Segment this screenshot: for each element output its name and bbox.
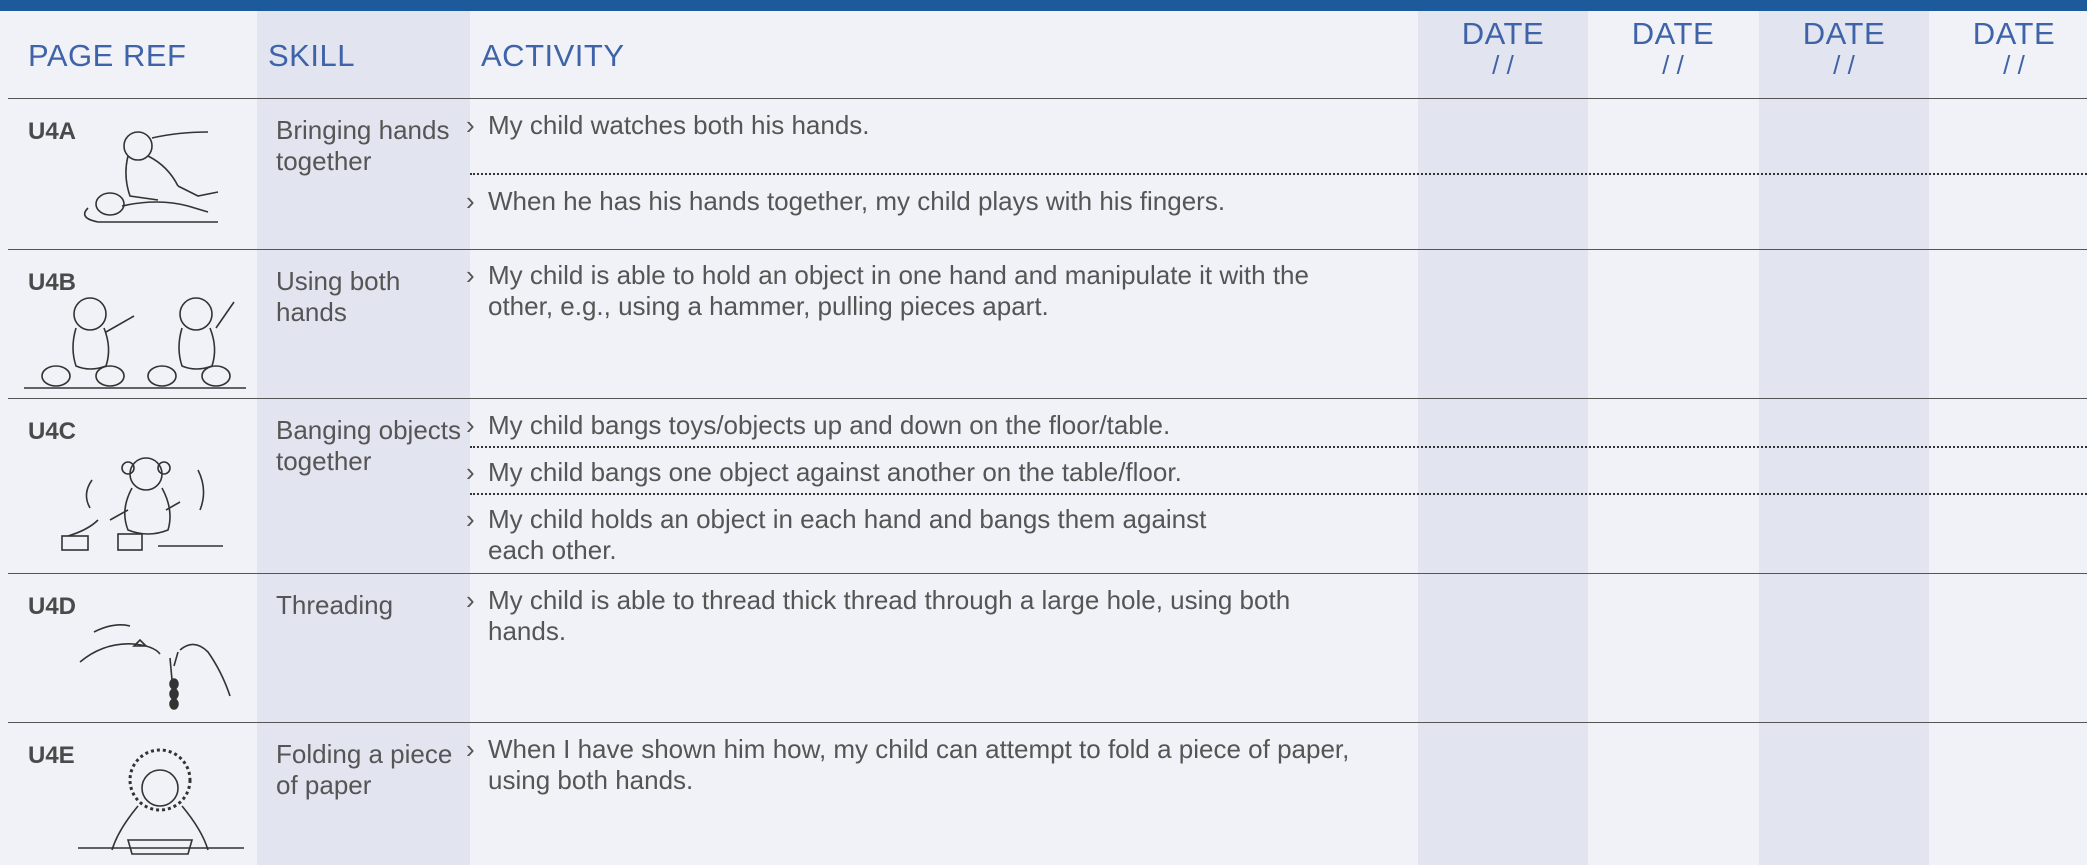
parent-lifting-baby-illustration	[68, 126, 228, 230]
activity-item	[466, 734, 1368, 796]
row-divider	[8, 98, 2087, 99]
skill-label: Folding a piece of paper	[276, 739, 453, 800]
skill-header: SKILL	[268, 38, 355, 73]
page-ref: U4B	[28, 269, 77, 296]
skill-label: Using both hands	[276, 266, 401, 327]
date-column-band-1	[1418, 11, 1588, 865]
row-divider	[8, 249, 2087, 250]
chevron-right-icon: ›	[466, 260, 475, 290]
row-divider	[8, 722, 2087, 723]
top-accent-bar	[0, 0, 2087, 11]
activity-item	[466, 457, 1388, 488]
date-slashes: / /	[1833, 50, 1855, 80]
activity-header: ACTIVITY	[481, 38, 625, 73]
activity-item	[466, 110, 1388, 141]
chevron-right-icon: ›	[466, 585, 475, 615]
date-header-2	[1588, 16, 1758, 78]
activity-item	[466, 585, 1308, 647]
activity-divider	[470, 446, 2087, 448]
activity-text: When I have shown him how, my child can attempt to fold a piece of paper, using both hands.	[488, 734, 1350, 795]
page-ref: U4A	[28, 118, 77, 145]
date-slashes: / /	[1662, 50, 1684, 80]
date-header-4	[1929, 16, 2087, 78]
row-divider	[8, 398, 2087, 399]
date-label: DATE	[1972, 16, 2056, 51]
chevron-right-icon: ›	[466, 110, 475, 140]
activity-text: My child holds an object in each hand and bangs them against each other.	[488, 504, 1207, 565]
activity-item	[466, 504, 1248, 566]
hands-threading-beads-illustration	[74, 612, 234, 716]
date-label: DATE	[1461, 16, 1545, 51]
activity-item	[466, 410, 1388, 441]
page-ref: U4C	[28, 418, 77, 445]
activity-text: When he has his hands together, my child plays with his fingers.	[488, 186, 1226, 216]
date-label: DATE	[1802, 16, 1886, 51]
activity-item	[466, 260, 1368, 322]
child-folding-paper-illustration	[68, 740, 248, 858]
activity-text: My child bangs one object against another on the table/floor.	[488, 457, 1182, 487]
row-divider	[8, 573, 2087, 574]
date-label: DATE	[1631, 16, 1715, 51]
page-ref: U4E	[28, 742, 75, 769]
date-column-band-3	[1759, 11, 1929, 865]
date-slashes: / /	[1492, 50, 1514, 80]
page-ref-header: PAGE REF	[28, 38, 187, 73]
two-seated-babies-illustration	[20, 288, 250, 392]
date-slashes: / /	[2003, 50, 2025, 80]
skill-label: Bringing hands together	[276, 115, 450, 176]
chevron-right-icon: ›	[466, 457, 475, 487]
skill-label: Banging objects together	[276, 415, 462, 476]
date-header-1	[1418, 16, 1588, 78]
activity-text: My child is able to hold an object in one hand and manipulate it with the other, e.g., using a hammer, pulling pieces apart.	[488, 260, 1309, 321]
activity-divider	[470, 493, 2087, 495]
date-header-3	[1759, 16, 1929, 78]
activity-text: My child watches both his hands.	[488, 110, 870, 140]
skill-label: Threading	[276, 590, 394, 620]
child-banging-objects-illustration	[58, 450, 228, 560]
chevron-right-icon: ›	[466, 410, 475, 440]
chevron-right-icon: ›	[466, 734, 475, 764]
activity-text: My child is able to thread thick thread through a large hole, using both hands.	[488, 585, 1291, 646]
activity-text: My child bangs toys/objects up and down on the floor/table.	[488, 410, 1171, 440]
activity-divider	[470, 173, 2087, 175]
page-ref: U4D	[28, 593, 77, 620]
activity-item	[466, 186, 1388, 217]
chevron-right-icon: ›	[466, 186, 475, 216]
chevron-right-icon: ›	[466, 504, 475, 534]
